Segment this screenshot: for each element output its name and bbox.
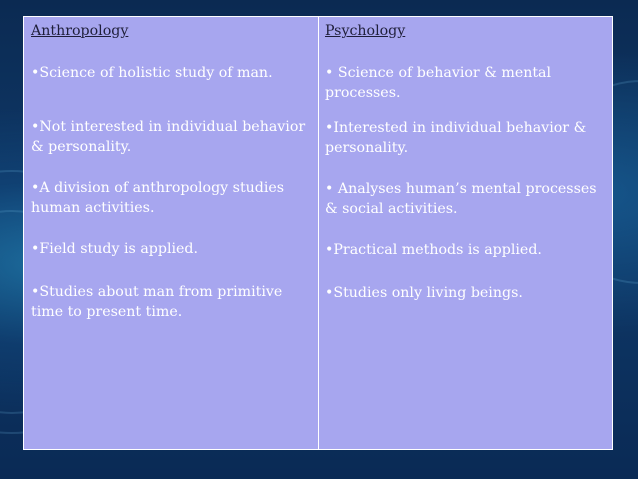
- anthropology-item: •Field study is applied.: [31, 241, 199, 257]
- anthropology-item: •A division of anthropology studies human activities.: [31, 180, 285, 216]
- anthropology-item: •Studies about man from primitive time to present time.: [31, 284, 283, 320]
- psychology-column: [319, 17, 612, 449]
- anthropology-item: •Science of holistic study of man.: [31, 65, 273, 81]
- psychology-item: •Practical methods is applied.: [325, 242, 542, 258]
- psychology-item: • Analyses human’s mental processes & social activities.: [325, 181, 597, 217]
- anthropology-column: [24, 17, 319, 449]
- anthropology-item: •Not interested in individual behavior & personality.: [31, 119, 306, 155]
- anthropology-header: Anthropology: [31, 23, 129, 39]
- comparison-table: [23, 16, 613, 450]
- psychology-header: Psychology: [325, 23, 406, 39]
- psychology-item: •Studies only living beings.: [325, 285, 523, 301]
- psychology-item: • Science of behavior & mental processes.: [325, 65, 552, 101]
- psychology-item: •Interested in individual behavior & personality.: [325, 120, 587, 156]
